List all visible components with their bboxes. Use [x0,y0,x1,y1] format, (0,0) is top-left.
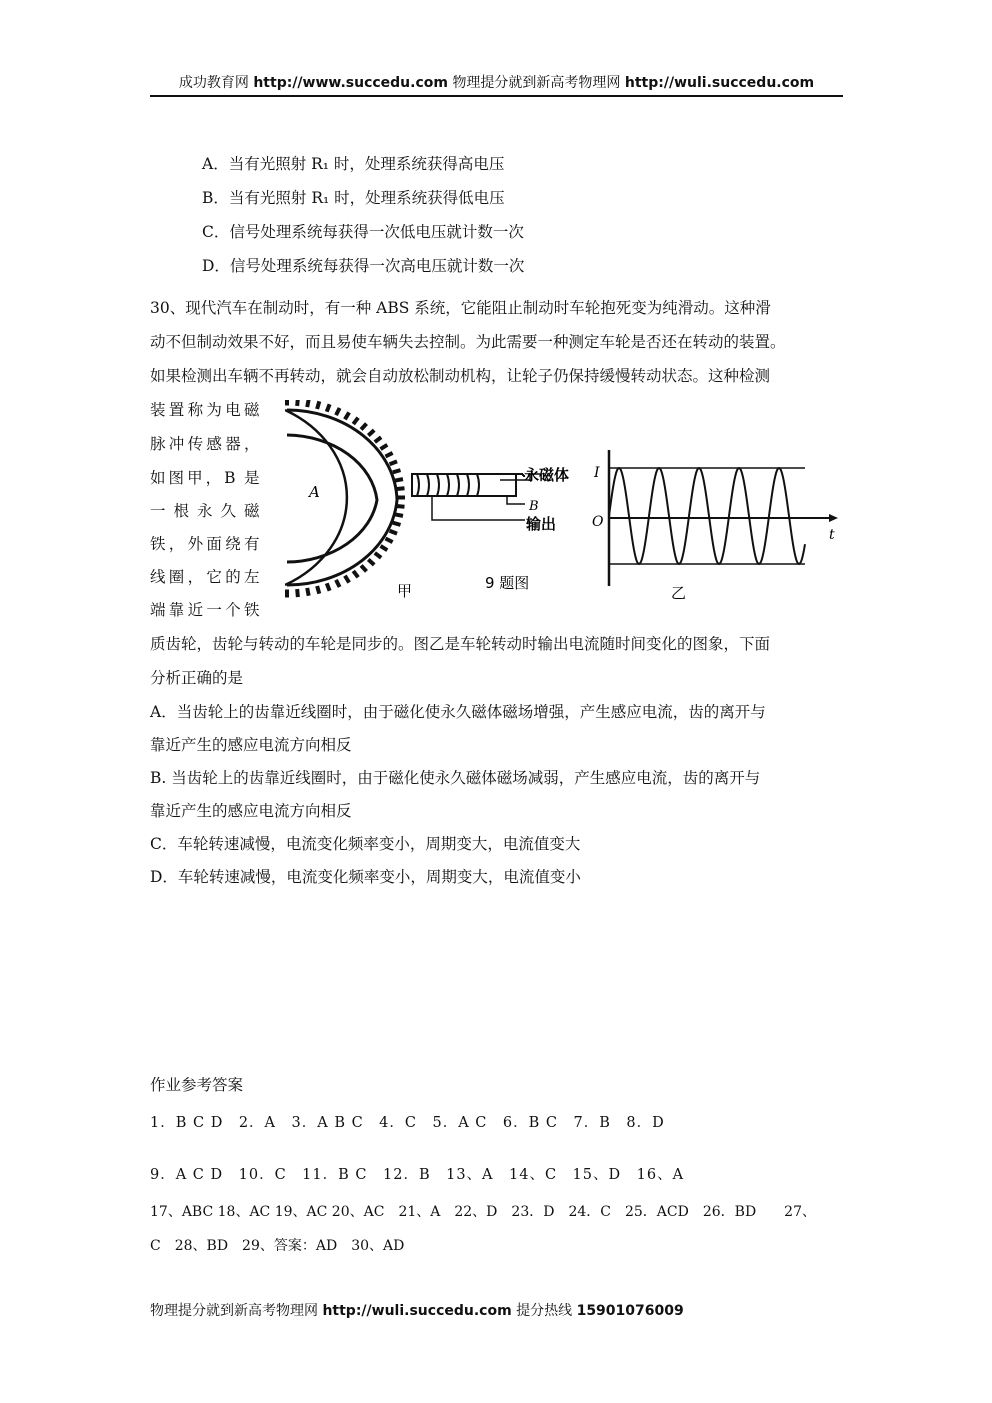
gear-tooth [381,546,388,550]
magnet-coil [412,474,540,520]
magnet-label: 永磁体 [524,466,570,484]
q30-option-b: B. 当齿轮上的齿靠近线圈时，由于磁化使永久磁体磁场减弱，产生感应电流，齿的离开与 [150,769,761,787]
gear-tooth [307,400,308,407]
gear-tooth [381,445,388,449]
footer-slogan: 物理提分就到新高考物理网 [150,1303,318,1319]
q30-side-line: 一根永久磁 [150,502,260,520]
q30-side-line: 如图甲，B 是 [150,469,260,487]
header-rule [150,95,843,97]
slogan-url-link[interactable]: http://wuli.succedu.com [624,75,815,91]
gear-tooth [336,408,340,415]
gear-tooth [361,424,366,430]
q30-side-line: 线圈，它的左 [150,568,260,586]
gear-tooth [317,401,319,409]
gear-tooth [353,418,358,424]
axis-o-label: O [592,514,604,530]
q30-option-c: C．车轮转速减慢，电流变化频率变小，周期变大，电流值变大 [150,835,581,853]
gear-tooth [397,506,405,507]
current-graph [609,450,838,586]
q30-line-1: 30、现代汽车在制动时，有一种 ABS 系统，它能阻止制动时车轮抱死变为纯滑动。这种滑 [150,299,771,317]
answers-row-4: C 28、BD 29、答案：AD 30、AD [150,1238,405,1254]
b-label: B [529,499,539,514]
q30-side-line: 装置称为电磁 [150,401,260,419]
gear-tooth [375,437,381,442]
q30-option-a-cont: 靠近产生的感应电流方向相反 [150,736,352,754]
site-name: 成功教育网 [178,75,249,91]
gear-tooth [368,559,374,564]
gear-tooth [375,553,381,558]
prev-option-d: D．信号处理系统每获得一次高电压就计数一次 [202,257,525,275]
gear-tooth [395,479,403,480]
caption-right: 乙 [671,584,687,602]
prev-option-a: A．当有光照射 R₁ 时，处理系统获得高电压 [202,155,505,173]
gear-tooth [317,586,319,594]
prev-option-c: C．信号处理系统每获得一次低电压就计数一次 [202,223,524,241]
gear-tooth [353,571,358,577]
footer-url-link[interactable]: http://wuli.succedu.com [322,1303,512,1319]
gear-tooth [345,576,349,583]
page-header [150,72,843,92]
axis-i-label: I [594,465,600,481]
answers-row-2: 9．A C D 10．C 11．B C 12．B 13、A 14、C 15、D 16、A [150,1167,685,1183]
caption-center: 9 题图 [485,574,530,592]
q30-after-line-2: 分析正确的是 [150,669,244,687]
gear-tooth [397,488,405,489]
prev-option-b: B．当有光照射 R₁ 时，处理系统获得低电压 [202,189,505,207]
gear-diagram [285,400,405,598]
answers-row-3: 17、ABC 18、AC 19、AC 20、AC 21、A 22、D 23．D 24．C 25．ACD 26．BD 27、 [150,1204,816,1220]
q30-side-line: 铁，外面绕有 [150,535,260,553]
gear-tooth [336,580,340,587]
current-wave [609,468,805,564]
page-footer [150,1300,684,1320]
gear-tooth [307,588,308,596]
figure-9 [285,400,845,610]
gear-tooth [361,565,366,571]
gear-tooth [368,430,374,435]
gear-tooth [393,523,401,525]
gear-tooth [385,539,392,543]
gear-tooth [393,470,401,472]
q30-line-2: 动不但制动效果不好，而且易使车辆失去控制。为此需要一种测定车轮是否还在转动的装置。 [150,333,786,351]
answers-title: 作业参考答案 [150,1076,244,1094]
q30-side-line: 端靠近一个铁 [150,601,260,619]
output-label: 输出 [526,515,557,533]
gear-tooth [390,531,397,534]
axis-t-label: t [829,527,835,543]
header-slogan: 物理提分就到新高考物理网 [452,75,621,91]
gear-tooth [395,514,403,515]
gear-tooth [390,461,397,464]
gear-tooth [385,453,392,457]
gear-tooth [327,583,330,590]
q30-option-b-cont: 靠近产生的感应电流方向相反 [150,802,352,820]
gear-tooth [297,400,298,406]
gear-tooth [297,589,298,597]
q30-option-a: A．当齿轮上的齿靠近线圈时，由于磁化使永久磁体磁场增强，产生感应电流，齿的离开与 [150,703,766,721]
gear-tooth [327,404,330,411]
gear-tooth [345,412,349,419]
caption-left: 甲 [397,582,413,600]
footer-hotline-label: 提分热线 [516,1303,573,1319]
q30-side-line: 脉冲传感器， [150,435,260,453]
q30-line-3: 如果检测出车辆不再转动，就会自动放松制动机构，让轮子仍保持缓慢转动状态。这种检测 [150,367,771,385]
q30-after-line-1: 质齿轮，齿轮与转动的车轮是同步的。图乙是车轮转动时输出电流随时间变化的图象，下面 [150,635,771,653]
answers-row-1: 1．B C D 2．A 3．A B C 4．C 5．A C 6．B C 7．B 8．D [150,1115,665,1131]
q30-option-d: D．车轮转速减慢，电流变化频率变小，周期变大，电流值变小 [150,868,581,886]
site-url-link[interactable]: http://www.succedu.com [253,75,448,91]
gear-label: A [309,483,320,501]
footer-hotline: 15901076009 [576,1303,684,1319]
